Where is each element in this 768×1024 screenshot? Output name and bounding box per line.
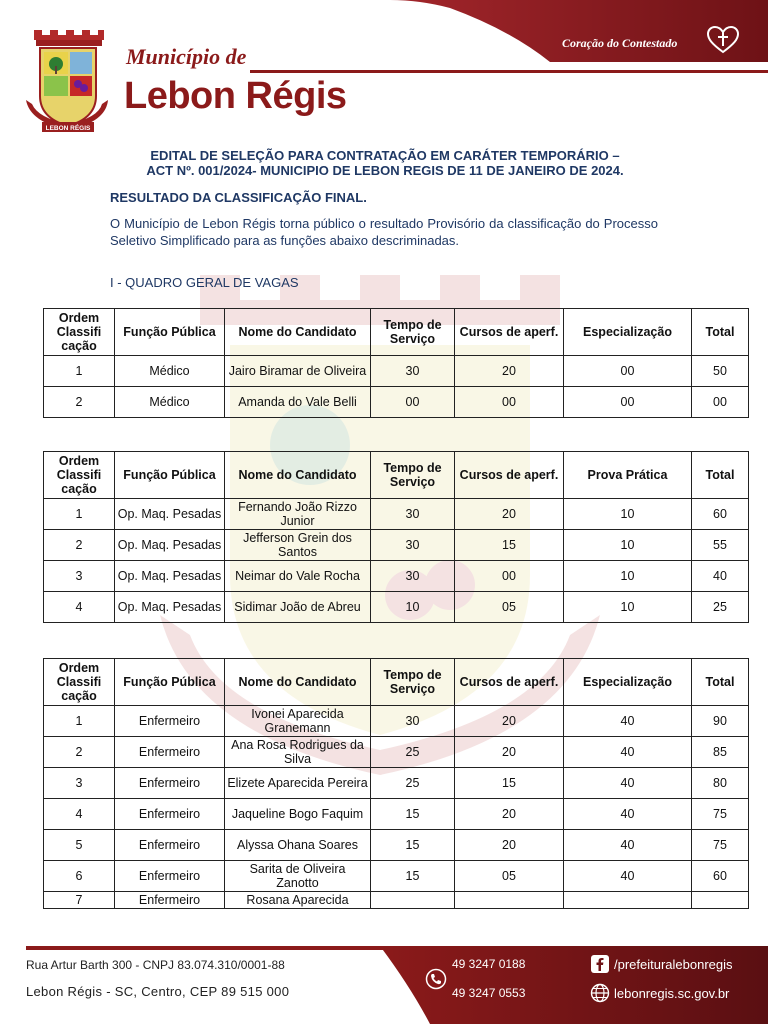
intro-paragraph: O Município de Lebon Régis torna público o resultado Provisório da classificação do Processo Seletivo Simplificado para as funções abaixo descriminadas. <box>110 216 658 248</box>
cell-cursos: 05 <box>455 861 564 892</box>
cell-ordem: 1 <box>44 499 115 530</box>
cell-ordem: 2 <box>44 530 115 561</box>
cell-ordem: 1 <box>44 356 115 387</box>
cell-total <box>692 892 749 909</box>
header-funcao: Função Pública <box>115 452 225 499</box>
table-row <box>44 561 749 592</box>
phone-number-1[interactable]: 49 3247 0188 <box>452 957 526 971</box>
cell-total: 55 <box>692 530 749 561</box>
cell-cursos: 05 <box>455 592 564 623</box>
header-criterio: Especialização <box>564 659 692 706</box>
header-total: Total <box>692 659 749 706</box>
document-title <box>90 148 680 178</box>
table-row <box>44 830 749 861</box>
cell-funcao: Enfermeiro <box>115 861 225 892</box>
title-line-2: ACT Nº. 001/2024- MUNICIPIO DE LEBON REGIS DE 11 DE JANEIRO DE 2024. <box>146 163 624 178</box>
cell-ordem: 1 <box>44 706 115 737</box>
phone-number-2[interactable]: 49 3247 0553 <box>452 986 526 1000</box>
cell-funcao: Op. Maq. Pesadas <box>115 592 225 623</box>
cell-ordem: 4 <box>44 799 115 830</box>
cell-criterio: 40 <box>564 768 692 799</box>
cell-funcao: Enfermeiro <box>115 706 225 737</box>
cell-funcao: Op. Maq. Pesadas <box>115 499 225 530</box>
header-ordem: Ordem Classifi cação <box>44 452 115 499</box>
cell-tempo: 15 <box>371 799 455 830</box>
cell-funcao: Op. Maq. Pesadas <box>115 561 225 592</box>
cell-cursos: 15 <box>455 768 564 799</box>
cell-tempo: 15 <box>371 830 455 861</box>
cell-ordem: 3 <box>44 768 115 799</box>
cell-cursos: 20 <box>455 499 564 530</box>
footer-address: Rua Artur Barth 300 - CNPJ 83.074.310/0001-88 <box>26 958 285 972</box>
header-cursos: Cursos de aperf. <box>455 659 564 706</box>
table-row <box>44 799 749 830</box>
cell-funcao: Enfermeiro <box>115 892 225 909</box>
table-row <box>44 499 749 530</box>
cell-total: 80 <box>692 768 749 799</box>
cell-nome: Alyssa Ohana Soares <box>225 830 371 861</box>
cell-nome: Fernando João Rizzo Junior <box>225 499 371 530</box>
footer-city: Lebon Régis - SC, Centro, CEP 89 515 000 <box>26 984 290 999</box>
cell-funcao: Op. Maq. Pesadas <box>115 530 225 561</box>
cell-nome: Jefferson Grein dos Santos <box>225 530 371 561</box>
table-row <box>44 737 749 768</box>
cell-cursos: 20 <box>455 830 564 861</box>
cell-cursos: 20 <box>455 356 564 387</box>
cell-nome: Sidimar João de Abreu <box>225 592 371 623</box>
cell-ordem: 4 <box>44 592 115 623</box>
header-total: Total <box>692 452 749 499</box>
cell-total: 60 <box>692 861 749 892</box>
table-row <box>44 706 749 737</box>
cell-criterio: 10 <box>564 499 692 530</box>
cell-nome: Ivonei Aparecida Granemann <box>225 706 371 737</box>
cell-total: 90 <box>692 706 749 737</box>
cell-criterio: 00 <box>564 387 692 418</box>
cell-cursos: 20 <box>455 799 564 830</box>
cell-nome: Amanda do Vale Belli <box>225 387 371 418</box>
table-row <box>44 530 749 561</box>
cell-ordem: 5 <box>44 830 115 861</box>
phone-icon <box>425 968 447 990</box>
cell-cursos: 00 <box>455 387 564 418</box>
header-total: Total <box>692 309 749 356</box>
cell-criterio: 40 <box>564 706 692 737</box>
cell-total: 75 <box>692 799 749 830</box>
cell-nome: Rosana Aparecida <box>225 892 371 909</box>
title-line-1: EDITAL DE SELEÇÃO PARA CONTRATAÇÃO EM CARÁTER TEMPORÁRIO – <box>150 148 620 163</box>
cell-cursos: 20 <box>455 706 564 737</box>
header-nome: Nome do Candidato <box>225 452 371 499</box>
cell-nome: Jairo Biramar de Oliveira <box>225 356 371 387</box>
cell-tempo: 10 <box>371 592 455 623</box>
header-criterio: Prova Prática <box>564 452 692 499</box>
cell-tempo: 30 <box>371 530 455 561</box>
header-funcao: Função Pública <box>115 659 225 706</box>
cell-tempo: 30 <box>371 706 455 737</box>
header-cursos: Cursos de aperf. <box>455 309 564 356</box>
cell-funcao: Enfermeiro <box>115 768 225 799</box>
cell-nome: Elizete Aparecida Pereira <box>225 768 371 799</box>
cell-total: 40 <box>692 561 749 592</box>
table-header-row <box>44 309 749 356</box>
cell-ordem: 7 <box>44 892 115 909</box>
cell-tempo: 25 <box>371 737 455 768</box>
results-table-enfermeiro <box>43 658 749 909</box>
cell-tempo: 30 <box>371 356 455 387</box>
table-row <box>44 768 749 799</box>
header-tempo: Tempo de Serviço <box>371 309 455 356</box>
results-table-medico <box>43 308 749 418</box>
globe-icon <box>590 983 610 1003</box>
facebook-icon[interactable] <box>590 954 610 974</box>
cell-nome: Neimar do Vale Rocha <box>225 561 371 592</box>
header-tempo: Tempo de Serviço <box>371 659 455 706</box>
cell-ordem: 2 <box>44 737 115 768</box>
cell-ordem: 6 <box>44 861 115 892</box>
cell-criterio: 40 <box>564 830 692 861</box>
cell-funcao: Enfermeiro <box>115 799 225 830</box>
heart-cross-icon <box>706 26 740 54</box>
section-heading: I - QUADRO GERAL DE VAGAS <box>110 275 299 290</box>
cell-ordem: 2 <box>44 387 115 418</box>
table-row <box>44 356 749 387</box>
cell-criterio: 00 <box>564 356 692 387</box>
cell-criterio: 40 <box>564 737 692 768</box>
cell-funcao: Médico <box>115 387 225 418</box>
table-header-row <box>44 659 749 706</box>
cell-criterio: 40 <box>564 799 692 830</box>
city-name: Lebon Régis <box>124 75 347 117</box>
slogan: Coração do Contestado <box>562 36 678 50</box>
cell-tempo: 30 <box>371 561 455 592</box>
cell-cursos: 20 <box>455 737 564 768</box>
cell-tempo <box>371 892 455 909</box>
cell-criterio: 10 <box>564 592 692 623</box>
cell-nome: Jaqueline Bogo Faquim <box>225 799 371 830</box>
cell-nome: Ana Rosa Rodrigues da Silva <box>225 737 371 768</box>
table-header-row <box>44 452 749 499</box>
cell-tempo: 00 <box>371 387 455 418</box>
cell-funcao: Enfermeiro <box>115 737 225 768</box>
crest-banner-text: LEBON RÉGIS <box>45 125 91 132</box>
cell-tempo: 15 <box>371 861 455 892</box>
result-subtitle: RESULTADO DA CLASSIFICAÇÃO FINAL. <box>110 190 367 205</box>
cell-total: 50 <box>692 356 749 387</box>
website-link[interactable]: lebonregis.sc.gov.br <box>614 986 730 1001</box>
header-ordem: Ordem Classifi cação <box>44 659 115 706</box>
table-row <box>44 387 749 418</box>
cell-funcao: Médico <box>115 356 225 387</box>
header-tempo: Tempo de Serviço <box>371 452 455 499</box>
cell-criterio: 10 <box>564 561 692 592</box>
header-divider <box>250 70 768 73</box>
cell-tempo: 30 <box>371 499 455 530</box>
results-table-op-maq <box>43 451 749 623</box>
cell-cursos: 00 <box>455 561 564 592</box>
municipio-label: Município de <box>126 44 247 69</box>
cell-total: 85 <box>692 737 749 768</box>
cell-ordem: 3 <box>44 561 115 592</box>
cell-tempo: 25 <box>371 768 455 799</box>
cell-criterio <box>564 892 692 909</box>
cell-total: 00 <box>692 387 749 418</box>
header-ordem: Ordem Classifi cação <box>44 309 115 356</box>
facebook-handle[interactable]: /prefeituralebonregis <box>614 957 733 972</box>
cell-funcao: Enfermeiro <box>115 830 225 861</box>
header-nome: Nome do Candidato <box>225 309 371 356</box>
cell-nome: Sarita de Oliveira Zanotto <box>225 861 371 892</box>
header-nome: Nome do Candidato <box>225 659 371 706</box>
table-row <box>44 892 749 909</box>
table-row <box>44 592 749 623</box>
cell-criterio: 40 <box>564 861 692 892</box>
cell-total: 75 <box>692 830 749 861</box>
table-row <box>44 861 749 892</box>
cell-criterio: 10 <box>564 530 692 561</box>
cell-total: 60 <box>692 499 749 530</box>
header-criterio: Especialização <box>564 309 692 356</box>
cell-total: 25 <box>692 592 749 623</box>
header-cursos: Cursos de aperf. <box>455 452 564 499</box>
municipal-crest-logo <box>22 26 112 136</box>
header-funcao: Função Pública <box>115 309 225 356</box>
cell-cursos: 15 <box>455 530 564 561</box>
cell-cursos <box>455 892 564 909</box>
